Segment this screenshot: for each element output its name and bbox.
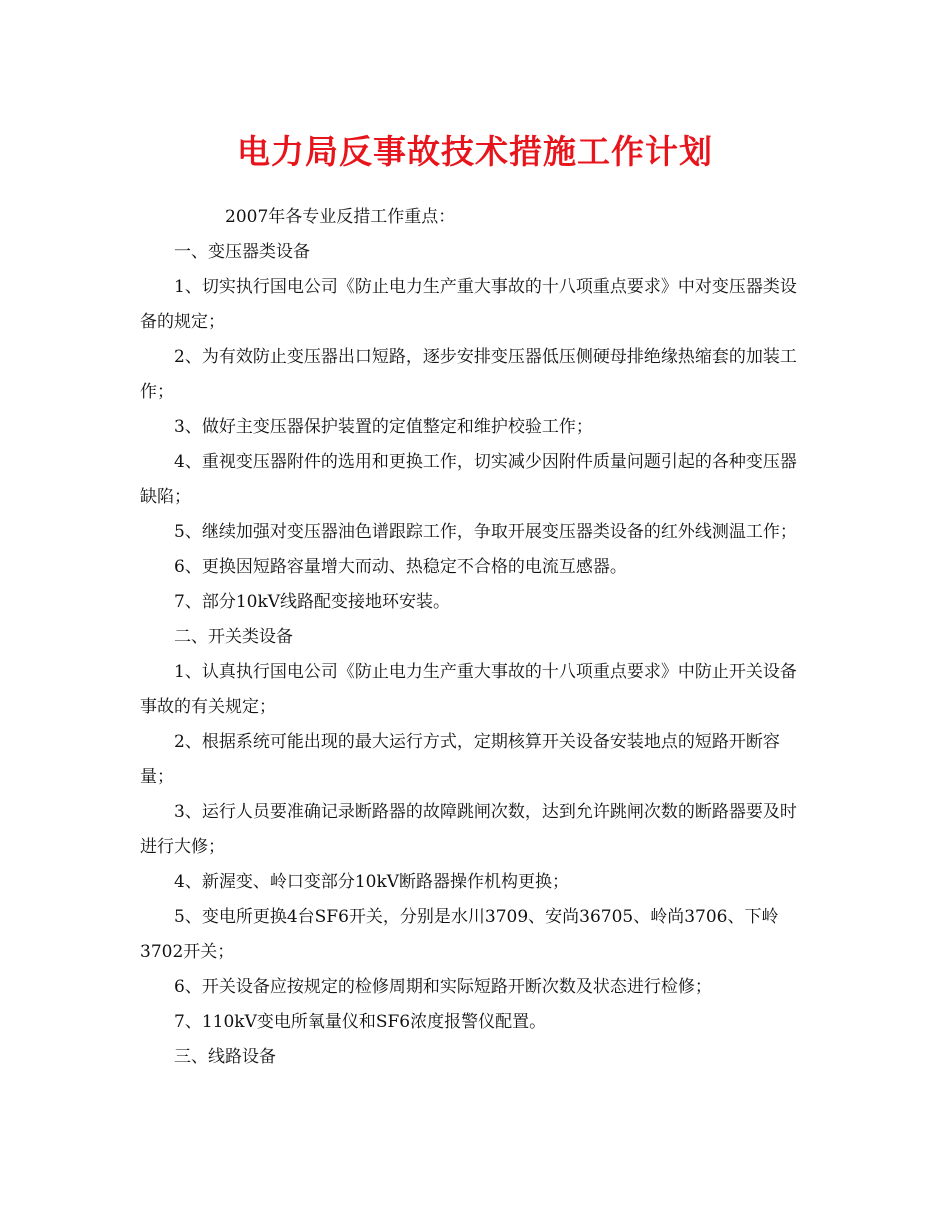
paragraph: 5、继续加强对变压器油色谱跟踪工作，争取开展变压器类设备的红外线测温工作； [174,522,797,542]
paragraph: 2、为有效防止变压器出口短路，逐步安排变压器低压侧硬母排绝缘热缩套的加装工作； [140,347,797,402]
paragraph: 1、切实执行国电公司《防止电力生产重大事故的十八项重点要求》中对变压器类设备的规定； [140,277,797,332]
paragraph: 5、变电所更换4台SF6开关，分别是水川3709、安尚36705、岭尚3706、下岭3702开关； [140,907,779,962]
document-title: 电力局反事故技术措施工作计划 [237,132,713,171]
paragraph: 6、开关设备应按规定的检修周期和实际短路开断次数及状态进行检修； [174,977,712,997]
paragraph: 3、运行人员要准确记录断路器的故障跳闸次数，达到允许跳闸次数的断路器要及时进行大修； [140,802,797,857]
paragraph: 4、新渥变、岭口变部分10kV断路器操作机构更换； [174,872,570,892]
paragraph: 7、部分10kV线路配变接地环安装。 [174,592,451,612]
paragraph: 2、根据系统可能出现的最大运行方式，定期核算开关设备安装地点的短路开断容量； [140,732,780,787]
paragraph: 6、更换因短路容量增大而动、热稳定不合格的电流互感器。 [174,557,627,577]
paragraph: 4、重视变压器附件的选用和更换工作，切实减少因附件质量问题引起的各种变压器缺陷； [140,452,797,507]
paragraph: 3、做好主变压器保护装置的定值整定和维护校验工作； [174,417,593,437]
paragraph: 1、认真执行国电公司《防止电力生产重大事故的十八项重点要求》中防止开关设备事故的有关规定； [140,662,797,717]
section-heading-lines: 三、线路设备 [174,1047,276,1067]
document-body [140,200,812,1075]
paragraph: 7、110kV变电所氧量仪和SF6浓度报警仪配置。 [174,1012,547,1032]
section-intro: 2007年各专业反措工作重点： [225,207,456,227]
section-heading-switchgear: 二、开关类设备 [174,627,293,647]
section-heading-transformer: 一、变压器类设备 [174,242,310,262]
